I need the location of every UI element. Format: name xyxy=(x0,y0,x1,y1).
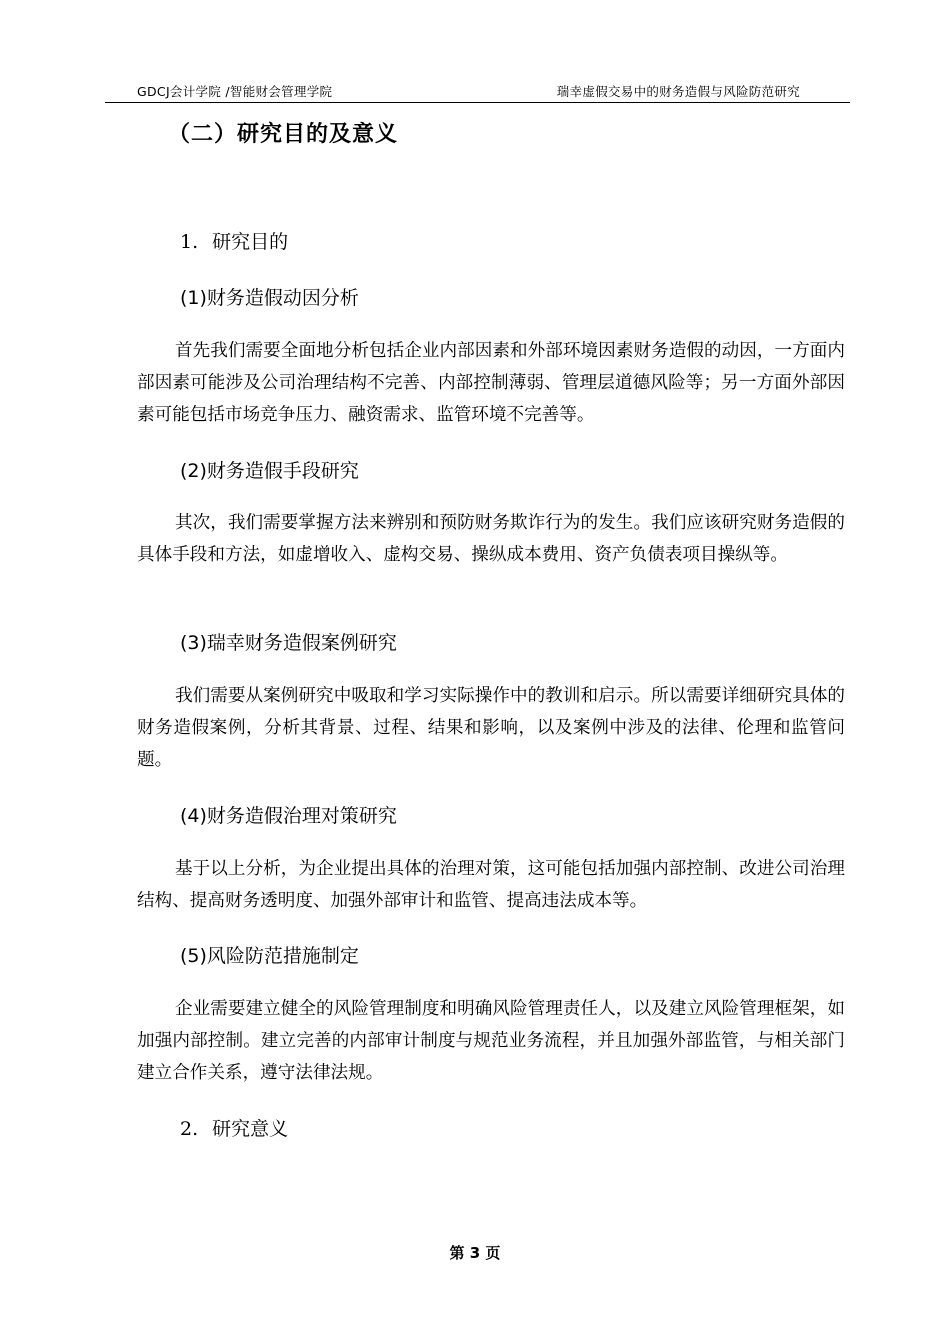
heading-text: 研究目的 xyxy=(212,231,289,253)
subheading-1: (1)财务造假动因分析 xyxy=(180,287,359,309)
section-title: （二）研究目的及意义 xyxy=(168,122,399,147)
paragraph-5: 企业需要建立健全的风险管理制度和明确风险管理责任人，以及建立风险管理框架，如加强内部控制。建立完善的内部审计制度与规范业务流程，并且加强外部监管，与相关部门建立合作关系，遵守法律法规。 xyxy=(137,999,845,1083)
heading-number: 2. xyxy=(180,1118,199,1140)
subheading-3: (3)瑞幸财务造假案例研究 xyxy=(180,632,397,654)
heading-research-significance xyxy=(180,1114,288,1141)
page-header xyxy=(105,78,850,103)
paragraph-2: 其次，我们需要掌握方法来辨别和预防财务欺诈行为的发生。我们应该研究财务造假的具体手段和方法，如虚增收入、虚构交易、操纵成本费用、资产负债表项目操纵等。 xyxy=(137,513,845,565)
paragraph-4: 基于以上分析，为企业提出具体的治理对策，这可能包括加强内部控制、改进公司治理结构、提高财务透明度、加强外部审计和监管、提高违法成本等。 xyxy=(137,859,845,911)
heading-research-purpose xyxy=(180,227,288,254)
heading-text: 研究意义 xyxy=(212,1118,289,1140)
header-right-text: 瑞幸虚假交易中的财务造假与风险防范研究 xyxy=(556,84,800,99)
paragraph-1: 首先我们需要全面地分析包括企业内部因素和外部环境因素财务造假的动因，一方面内部因素可能涉及公司治理结构不完善、内部控制薄弱、管理层道德风险等；另一方面外部因素可能包括市场竞争压力、融资需求、监管环境不完善等。 xyxy=(137,341,845,425)
heading-number: 1. xyxy=(180,231,199,253)
subheading-2: (2)财务造假手段研究 xyxy=(180,460,359,482)
subheading-5: (5)风险防范措施制定 xyxy=(180,945,359,967)
paragraph-3: 我们需要从案例研究中吸取和学习实际操作中的教训和启示。所以需要详细研究具体的财务造假案例，分析其背景、过程、结果和影响，以及案例中涉及的法律、伦理和监管问题。 xyxy=(137,686,845,770)
header-left-text: GDCJ会计学院 /智能财会管理学院 xyxy=(137,84,333,99)
subheading-4: (4)财务造假治理对策研究 xyxy=(180,805,397,827)
page-number: 第 3 页 xyxy=(449,1244,501,1262)
